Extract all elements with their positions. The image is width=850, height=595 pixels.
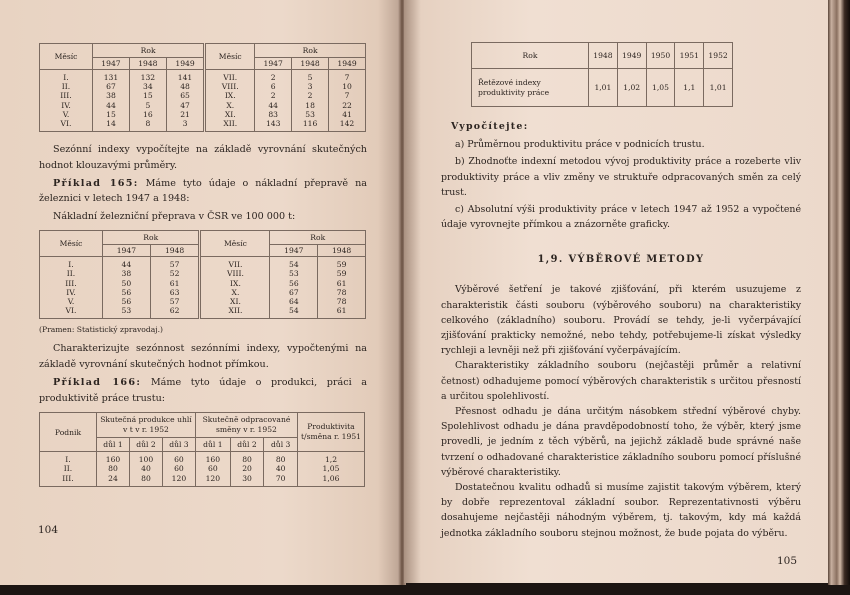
index-value: 1,01 — [704, 69, 733, 107]
vypocitejte-label: Vypočítejte: — [451, 121, 529, 132]
cell-value: 41 — [342, 109, 352, 119]
cell-value: 56 — [121, 287, 132, 297]
productivity-col — [298, 452, 365, 487]
cell-value: 64 — [289, 297, 299, 307]
months-col — [205, 70, 255, 132]
year-header: 1948 — [318, 245, 366, 257]
cell-value: 56 — [289, 278, 299, 288]
cell-value: 3 — [182, 119, 188, 129]
cell-value: 53 — [305, 109, 315, 119]
cell-value: 53 — [121, 306, 132, 316]
right-page — [404, 0, 828, 583]
cell-value: 44 — [121, 260, 132, 270]
sub-header: důl 2 — [230, 438, 264, 452]
month-label: I. — [68, 260, 74, 270]
month-label: X. — [226, 100, 235, 110]
values-col — [255, 70, 292, 132]
cell-value: 142 — [339, 119, 355, 129]
months-col — [200, 257, 270, 319]
cell-value: 57 — [169, 297, 180, 307]
values-col — [270, 257, 318, 319]
podnik-label: I. — [65, 455, 71, 465]
cell-value: 22 — [342, 100, 352, 110]
year-header: 1949 — [329, 58, 366, 70]
left-column — [39, 43, 367, 487]
month-label: VIII. — [227, 269, 244, 279]
table-rail-freight — [39, 230, 366, 319]
cell-value: 143 — [265, 119, 281, 129]
cell-value: 38 — [121, 269, 132, 279]
cell-value: 54 — [289, 260, 299, 270]
cell-value: 61 — [169, 278, 180, 288]
left-page — [0, 0, 402, 585]
year-header: 1950 — [646, 43, 675, 69]
month-label: III. — [65, 278, 77, 288]
cell-value: 5 — [145, 100, 151, 110]
values-col — [292, 70, 329, 132]
cell-value: 80 — [275, 455, 286, 465]
cell-value: 44 — [268, 100, 279, 110]
source-note: (Pramen: Statistický zpravodaj.) — [39, 325, 163, 335]
cell-value: 83 — [268, 109, 279, 119]
cell-value: 54 — [289, 306, 299, 316]
month-label: X. — [231, 287, 240, 297]
cell-value: 5 — [307, 73, 313, 82]
cell-value: 67 — [289, 287, 299, 297]
month-label: II. — [66, 269, 76, 279]
cell-value: 15 — [143, 91, 153, 101]
cell-value: 141 — [177, 73, 193, 82]
cell-value: 116 — [302, 119, 318, 129]
sub-header: důl 1 — [97, 438, 130, 452]
index-value: 1,05 — [646, 69, 675, 107]
cell-value: 53 — [289, 269, 299, 279]
paragraph: Přesnost odhadu je dána určitým násobkem střední výběrové chyby. Spolehlivost odhadu je dána pravděpodobností toho, že výběr, který jsme provedli, je jedním z těch výběrů, na jejichž základě bude správné naše tvrzení o odhadované charakteristice základního souboru pomocí příslušné výběrové charakteristiky. — [441, 406, 801, 478]
year-header: 1947 — [103, 245, 151, 257]
cell-value: 120 — [171, 473, 187, 483]
cell-value: 48 — [180, 82, 190, 92]
year-header: 1949 — [617, 43, 646, 69]
header-rok: Rok — [472, 43, 589, 69]
example-text: Máme tyto údaje o nákladní přepravě na železnici v letech 1947 a 1948: — [39, 178, 368, 205]
header-mesic-2: Měsíc — [205, 44, 255, 70]
year-header: 1951 — [675, 43, 704, 69]
cell-value: 57 — [169, 260, 180, 270]
cell-value: 38 — [106, 91, 116, 101]
example-label: Příklad 165: — [53, 178, 139, 190]
cell-value: 160 — [105, 455, 121, 465]
month-label: I. — [63, 73, 69, 82]
header-mesic: Měsíc — [40, 231, 103, 257]
cell-value: 80 — [242, 455, 252, 465]
month-label: IX. — [224, 91, 236, 101]
values-col — [195, 452, 230, 487]
page-number: 105 — [776, 554, 797, 567]
section-heading: 1,9. VÝBĚROVÉ METODY — [537, 254, 705, 266]
month-label: V. — [62, 109, 70, 119]
cell-value: 59 — [336, 269, 347, 279]
month-label: VI. — [60, 119, 72, 129]
sub-header: důl 2 — [129, 438, 162, 452]
cell-value: 132 — [140, 73, 156, 82]
cell-value: 20 — [242, 464, 252, 474]
page-number: 104 — [38, 524, 59, 536]
book-edge — [828, 0, 850, 585]
month-label: XI. — [230, 297, 241, 307]
cell-value: 2 — [270, 73, 276, 82]
cell-value: 1,2 — [324, 455, 338, 465]
cell-value: 14 — [106, 119, 116, 129]
cell-value: 60 — [207, 464, 218, 474]
task-c: c) Absolutní výši produktivity práce v letech 1947 až 1952 a vypočtené údaje vyrovnejte přímkou a znázorněte graficky. — [441, 204, 801, 231]
cell-value: 40 — [141, 464, 151, 474]
values-col — [103, 257, 151, 319]
month-label: III. — [60, 91, 72, 101]
month-label: XII. — [228, 306, 243, 316]
cell-value: 24 — [108, 473, 118, 483]
cell-value: 60 — [174, 464, 184, 474]
header-rok: Rok — [103, 231, 200, 245]
right-column — [441, 42, 801, 567]
header-produkce: Skutečná produkce uhlí v t v r. 1952 — [97, 413, 196, 438]
podnik-label: II. — [63, 464, 73, 474]
year-header: 1948 — [292, 58, 329, 70]
header-rok: Rok — [93, 44, 205, 58]
values-col — [97, 452, 130, 487]
cell-value: 10 — [342, 82, 352, 92]
cell-value: 30 — [242, 473, 252, 483]
cell-value: 7 — [344, 73, 350, 82]
cell-value: 131 — [103, 73, 119, 82]
year-header: 1948 — [129, 58, 166, 70]
table-caption: Nákladní železniční přeprava v ČSR ve 100 000 t: — [53, 210, 296, 222]
cell-value: 61 — [336, 278, 347, 288]
cell-value: 15 — [106, 109, 116, 119]
index-value: 1,02 — [617, 69, 646, 107]
cell-value: 18 — [305, 100, 315, 110]
cell-value: 59 — [336, 260, 347, 270]
month-label: VII. — [228, 260, 243, 270]
header-smeny: Skutečně odpracované směny v r. 1952 — [195, 413, 297, 438]
paragraph: Dostatečnou kvalitu odhadů si musíme zajistit takovým výběrem, který by dobře reprezentoval základní soubor. Reprezentativnosti výběru dosahujeme nejčastěji náhodným výběrem, tj. takovým, kdy má každá jednotka základního souboru stejnou možnost, že bude pojata do výběru. — [441, 482, 801, 539]
cell-value: 52 — [169, 269, 180, 279]
cell-value: 8 — [145, 119, 151, 129]
cell-value: 50 — [121, 278, 132, 288]
cell-value: 2 — [307, 91, 313, 101]
months-col — [40, 257, 103, 319]
cell-value: 16 — [143, 109, 153, 119]
cell-value: 100 — [138, 455, 154, 465]
cell-value: 80 — [141, 473, 151, 483]
month-label: IX. — [230, 278, 241, 288]
index-value: 1,01 — [589, 69, 618, 107]
example-166 — [39, 375, 367, 406]
table-chain-indexes — [471, 42, 733, 107]
cell-value: 34 — [143, 82, 153, 92]
cell-value: 120 — [205, 473, 221, 483]
year-header: 1947 — [255, 58, 292, 70]
sub-header: důl 3 — [264, 438, 298, 452]
sub-header: důl 3 — [162, 438, 195, 452]
values-col — [264, 452, 298, 487]
header-produktivita: Produktivita t/směna r. 1951 — [298, 413, 365, 452]
example-label: Příklad 166: — [53, 377, 142, 389]
months-col — [40, 70, 93, 132]
cell-value: 2 — [270, 91, 276, 101]
table-monthly-1947-1949 — [39, 43, 366, 132]
paragraph: Charakterizujte sezónnost sezónními indexy, vypočtenými na základě vyrovnání skutečných hodnot přímkou. — [39, 343, 367, 370]
header-rok-2: Rok — [270, 231, 366, 245]
values-col — [129, 70, 166, 132]
values-col — [93, 70, 130, 132]
values-col — [230, 452, 264, 487]
cell-value: 1,06 — [322, 473, 340, 483]
values-col — [162, 452, 195, 487]
cell-value: 21 — [180, 109, 190, 119]
month-label: IV. — [66, 287, 76, 297]
paragraph: Charakteristiky základního souboru (nejčastěji průměr a relativní četnost) odhadujeme pomocí výběrových charakteristik s určitou přesností a určitou spolehlivostí. — [441, 360, 801, 402]
year-header: 1952 — [704, 43, 733, 69]
cell-value: 44 — [106, 100, 116, 110]
cell-value: 56 — [121, 297, 132, 307]
cell-value: 65 — [180, 91, 190, 101]
cell-value: 60 — [174, 455, 184, 465]
month-label: IV. — [61, 100, 71, 110]
cell-value: 7 — [344, 91, 350, 101]
header-mesic: Měsíc — [40, 44, 93, 70]
year-header: 1947 — [270, 245, 318, 257]
header-podnik: Podnik — [40, 413, 97, 452]
values-col — [150, 257, 200, 319]
cell-value: 160 — [205, 455, 221, 465]
podnik-label: III. — [62, 473, 74, 483]
cell-value: 6 — [270, 82, 276, 92]
values-col — [318, 257, 366, 319]
header-rok-2: Rok — [255, 44, 366, 58]
year-header: 1949 — [166, 58, 204, 70]
values-col — [166, 70, 204, 132]
month-label: VII. — [223, 73, 238, 82]
cell-value: 40 — [275, 464, 286, 474]
year-header: 1948 — [589, 43, 618, 69]
month-label: V. — [67, 297, 75, 307]
index-value: 1,1 — [675, 69, 704, 107]
values-col — [329, 70, 366, 132]
month-label: XII. — [223, 119, 238, 129]
task-a: a) Průměrnou produktivitu práce v podnicích trustu. — [455, 139, 705, 151]
task-b: b) Zhodnoťte indexní metodou vývoj produktivity práce a rozeberte vliv produktivity práce a vliv změny ve struktuře odpracovaných směn za celý trust. — [441, 156, 801, 198]
values-col — [129, 452, 162, 487]
cell-value: 62 — [169, 306, 180, 316]
table-trust-production — [39, 412, 365, 487]
paragraph: Sezónní indexy vypočítejte na základě vyrovnání skutečných hodnot klouzavými průměry. — [39, 144, 367, 171]
year-header: 1948 — [150, 245, 200, 257]
cell-value: 3 — [307, 82, 313, 92]
month-label: VIII. — [221, 82, 239, 92]
cell-value: 61 — [336, 306, 347, 316]
month-label: VI. — [65, 306, 77, 316]
cell-value: 67 — [106, 82, 116, 92]
cell-value: 1,05 — [322, 464, 340, 474]
month-label: II. — [61, 82, 71, 92]
paragraph: Výběrové šetření je takové zjišťování, při kterém usuzujeme z charakteristik části souboru (výběrového souboru) na charakteristiky celkového (základního) souboru. Provádí se tehdy, je-li vyčerpávající zjišťování prakticky nemožné, nebo tehdy, potřebujeme-li získat výsledky rychleji a levněji než při zjišťování vyčerpávajícím. — [441, 284, 801, 357]
cell-value: 47 — [180, 100, 190, 110]
cell-value: 78 — [336, 287, 347, 297]
example-165 — [39, 176, 367, 207]
sub-header: důl 1 — [195, 438, 230, 452]
row-label: Řetězové indexy produktivity práce — [472, 69, 589, 107]
cell-value: 80 — [108, 464, 118, 474]
year-header: 1947 — [93, 58, 130, 70]
podnik-col — [40, 452, 97, 487]
example-text: Máme tyto údaje o produkci, práci a produktivitě práce trustu: — [39, 377, 367, 404]
header-mesic-2: Měsíc — [200, 231, 270, 257]
month-label: XI. — [224, 109, 236, 119]
cell-value: 70 — [275, 473, 286, 483]
cell-value: 78 — [336, 297, 347, 307]
cell-value: 63 — [169, 287, 180, 297]
